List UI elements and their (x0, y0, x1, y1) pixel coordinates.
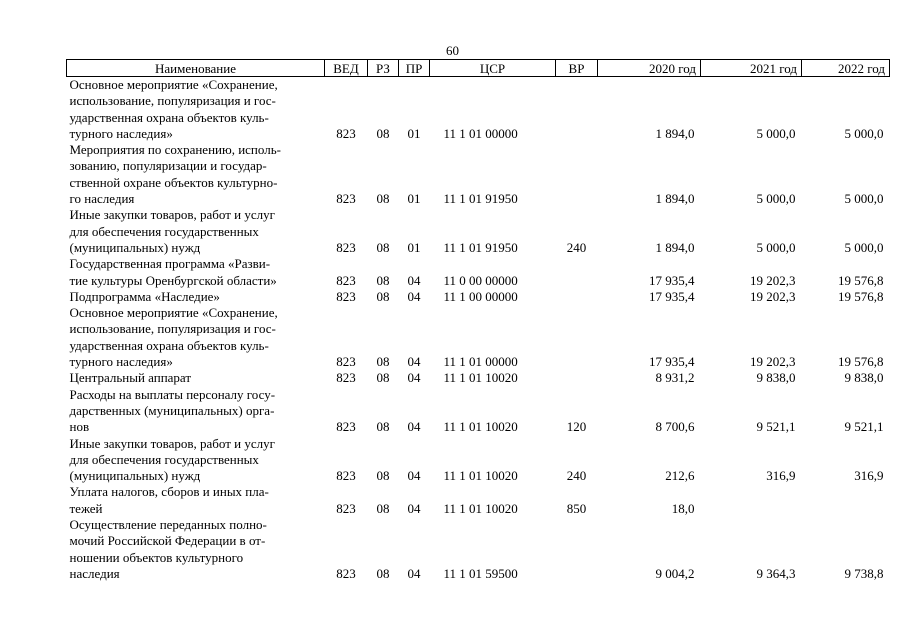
header-2022: 2022 год (802, 60, 890, 77)
row-rz: 08 (376, 419, 390, 435)
row-value-2021: 19 202,3 (750, 354, 796, 370)
row-name-line: Основное мероприятие «Сохранение, (69, 77, 278, 92)
budget-table (66, 59, 890, 582)
table-row (67, 305, 890, 370)
header-rz: РЗ (368, 60, 399, 77)
row-value-2020: 8 931,2 (655, 370, 695, 386)
row-name-line: ударственная охрана объектов куль- (69, 337, 269, 353)
row-vr: 120 (566, 419, 587, 435)
row-ved: 823 (336, 288, 356, 304)
row-ved: 823 (336, 500, 356, 516)
row-value-2020: 17 935,4 (649, 354, 695, 370)
row-value-2021: 19 202,3 (750, 288, 796, 304)
row-name-line: Осуществление переданных полно- (69, 517, 267, 533)
row-csr: 11 1 01 10020 (443, 370, 518, 386)
row-name (67, 305, 325, 370)
row-name-line: Государственная программа «Разви- (69, 256, 271, 272)
row-value-2021: 9 521,1 (756, 419, 796, 435)
row-name-line: тежей (69, 500, 103, 516)
row-rz: 08 (376, 272, 390, 288)
table-row (67, 517, 890, 582)
row-csr: 11 1 01 00000 (443, 354, 518, 370)
row-rz: 08 (376, 565, 390, 581)
row-name-line: Уплата налогов, сборов и иных пла- (69, 484, 269, 500)
row-csr: 11 0 00 00000 (443, 272, 518, 288)
row-value-2020: 17 935,4 (649, 288, 695, 304)
row-value-2021: 9 838,0 (756, 370, 796, 386)
row-pr: 04 (407, 370, 421, 386)
row-name-line: Основное мероприятие «Сохранение, (69, 305, 278, 321)
row-value-2020: 9 004,2 (655, 565, 695, 581)
row-ved: 823 (336, 370, 356, 386)
row-vr: 240 (566, 239, 587, 255)
row-vr (556, 142, 598, 207)
row-name (67, 289, 325, 305)
row-value-2022: 19 576,8 (838, 354, 884, 370)
row-vr (556, 370, 598, 386)
row-value-2022: 5 000,0 (844, 191, 884, 207)
row-value-2021: 5 000,0 (756, 239, 796, 255)
row-name-line: использование, популяризация и гос- (69, 93, 276, 109)
row-value-2021: 5 000,0 (756, 125, 796, 141)
row-vr (556, 256, 598, 289)
row-value-2022: 9 738,8 (844, 565, 884, 581)
row-pr: 04 (407, 272, 421, 288)
row-value-2021: 5 000,0 (756, 191, 796, 207)
table-row (67, 142, 890, 207)
row-rz: 08 (376, 239, 390, 255)
header-csr: ЦСР (430, 60, 556, 77)
row-value-2020: 17 935,4 (649, 272, 695, 288)
row-name-line: Центральный аппарат (69, 370, 192, 386)
row-name-line: Иные закупки товаров, работ и услуг (69, 435, 275, 451)
row-rz: 08 (376, 500, 390, 516)
row-name-line: го наследия (69, 191, 135, 207)
row-rz: 08 (376, 125, 390, 141)
row-name (67, 517, 325, 582)
row-pr: 01 (407, 191, 421, 207)
row-csr: 11 1 01 59500 (443, 565, 518, 581)
row-name (67, 387, 325, 436)
row-name-line: Иные закупки товаров, работ и услуг (69, 207, 275, 223)
row-value-2022: 19 576,8 (838, 288, 884, 304)
row-name (67, 484, 325, 517)
row-name-line: зованию, популяризации и государ- (69, 158, 267, 174)
row-pr: 04 (407, 419, 421, 435)
row-name-line: ственной охране объектов культурно- (69, 174, 278, 190)
row-value-2020: 18,0 (671, 500, 695, 516)
row-ved: 823 (336, 239, 356, 255)
row-name (67, 142, 325, 207)
row-vr (556, 77, 598, 143)
row-rz: 08 (376, 288, 390, 304)
row-csr: 11 1 01 10020 (443, 468, 518, 484)
row-name-line: турного наследия» (69, 125, 173, 141)
row-value-2020: 212,6 (665, 468, 695, 484)
row-ved: 823 (336, 354, 356, 370)
row-name-line: наследия (69, 565, 120, 581)
row-pr: 04 (407, 468, 421, 484)
row-name-line: (муниципальных) нужд (69, 468, 201, 484)
row-name-line: ношении объектов культурного (69, 549, 244, 565)
row-value-2022: 9 521,1 (844, 419, 884, 435)
row-name-line: дарственных (муниципальных) орга- (69, 402, 275, 418)
row-value-2021: 19 202,3 (750, 272, 796, 288)
row-name-line: Расходы на выплаты персоналу госу- (69, 386, 276, 402)
row-name-line: Мероприятия по сохранению, исполь- (69, 142, 281, 158)
row-value-2021 (701, 484, 802, 517)
row-ved: 823 (336, 565, 356, 581)
table-row (67, 77, 890, 143)
row-name (67, 370, 325, 386)
row-vr (556, 305, 598, 370)
row-ved: 823 (336, 191, 356, 207)
row-name-line: использование, популяризация и гос- (69, 321, 276, 337)
row-csr: 11 1 01 10020 (443, 419, 518, 435)
header-vr: ВР (556, 60, 598, 77)
row-csr: 11 1 01 00000 (443, 125, 518, 141)
row-csr: 11 1 01 91950 (443, 239, 518, 255)
header-2021: 2021 год (701, 60, 802, 77)
row-value-2020: 1 894,0 (655, 191, 695, 207)
row-rz: 08 (376, 191, 390, 207)
row-value-2022: 5 000,0 (844, 125, 884, 141)
row-value-2022: 5 000,0 (844, 239, 884, 255)
row-value-2020: 1 894,0 (655, 239, 695, 255)
row-name-line: Подпрограмма «Наследие» (69, 288, 220, 304)
row-rz: 08 (376, 354, 390, 370)
row-ved: 823 (336, 419, 356, 435)
row-pr: 01 (407, 239, 421, 255)
row-name-line: ударственная охрана объектов куль- (69, 109, 269, 125)
row-name (67, 436, 325, 485)
row-csr: 11 1 00 00000 (443, 288, 518, 304)
table-row (67, 207, 890, 256)
table-body (67, 77, 890, 583)
header-ved: ВЕД (325, 60, 368, 77)
row-name (67, 256, 325, 289)
row-pr: 04 (407, 288, 421, 304)
page-number: 60 (446, 43, 459, 58)
row-vr (556, 289, 598, 305)
row-pr: 04 (407, 354, 421, 370)
header-name: Наименование (67, 60, 325, 77)
row-csr: 11 1 01 10020 (443, 500, 518, 516)
row-name-line: (муниципальных) нужд (69, 239, 201, 255)
row-value-2021: 9 364,3 (756, 565, 796, 581)
header-2020: 2020 год (598, 60, 701, 77)
table-row (67, 436, 890, 485)
row-name-line: турного наследия» (69, 354, 173, 370)
row-vr: 850 (566, 500, 587, 516)
row-ved: 823 (336, 468, 356, 484)
row-name-line: для обеспечения государственных (69, 223, 259, 239)
table-row (67, 256, 890, 289)
row-rz: 08 (376, 370, 390, 386)
row-ved: 823 (336, 125, 356, 141)
row-pr: 04 (407, 500, 421, 516)
row-value-2020: 1 894,0 (655, 125, 695, 141)
table-row (67, 387, 890, 436)
row-name (67, 77, 325, 143)
row-pr: 01 (407, 125, 421, 141)
row-rz: 08 (376, 468, 390, 484)
row-vr: 240 (566, 468, 587, 484)
table-row (67, 484, 890, 517)
row-value-2022 (802, 484, 890, 517)
row-ved: 823 (336, 272, 356, 288)
row-csr: 11 1 01 91950 (443, 191, 518, 207)
header-pr: ПР (399, 60, 430, 77)
row-value-2022: 9 838,0 (844, 370, 884, 386)
table-header (67, 60, 890, 77)
row-vr (556, 517, 598, 582)
row-name (67, 207, 325, 256)
row-name-line: нов (69, 419, 90, 435)
row-name-line: мочий Российской Федерации в от- (69, 533, 266, 549)
row-value-2020: 8 700,6 (655, 419, 695, 435)
table-row (67, 370, 890, 386)
row-pr: 04 (407, 565, 421, 581)
row-name-line: для обеспечения государственных (69, 451, 259, 467)
table-row (67, 289, 890, 305)
row-value-2022: 316,9 (854, 468, 884, 484)
row-name-line: тие культуры Оренбургской области» (69, 272, 277, 288)
row-value-2021: 316,9 (766, 468, 796, 484)
row-value-2022: 19 576,8 (838, 272, 884, 288)
